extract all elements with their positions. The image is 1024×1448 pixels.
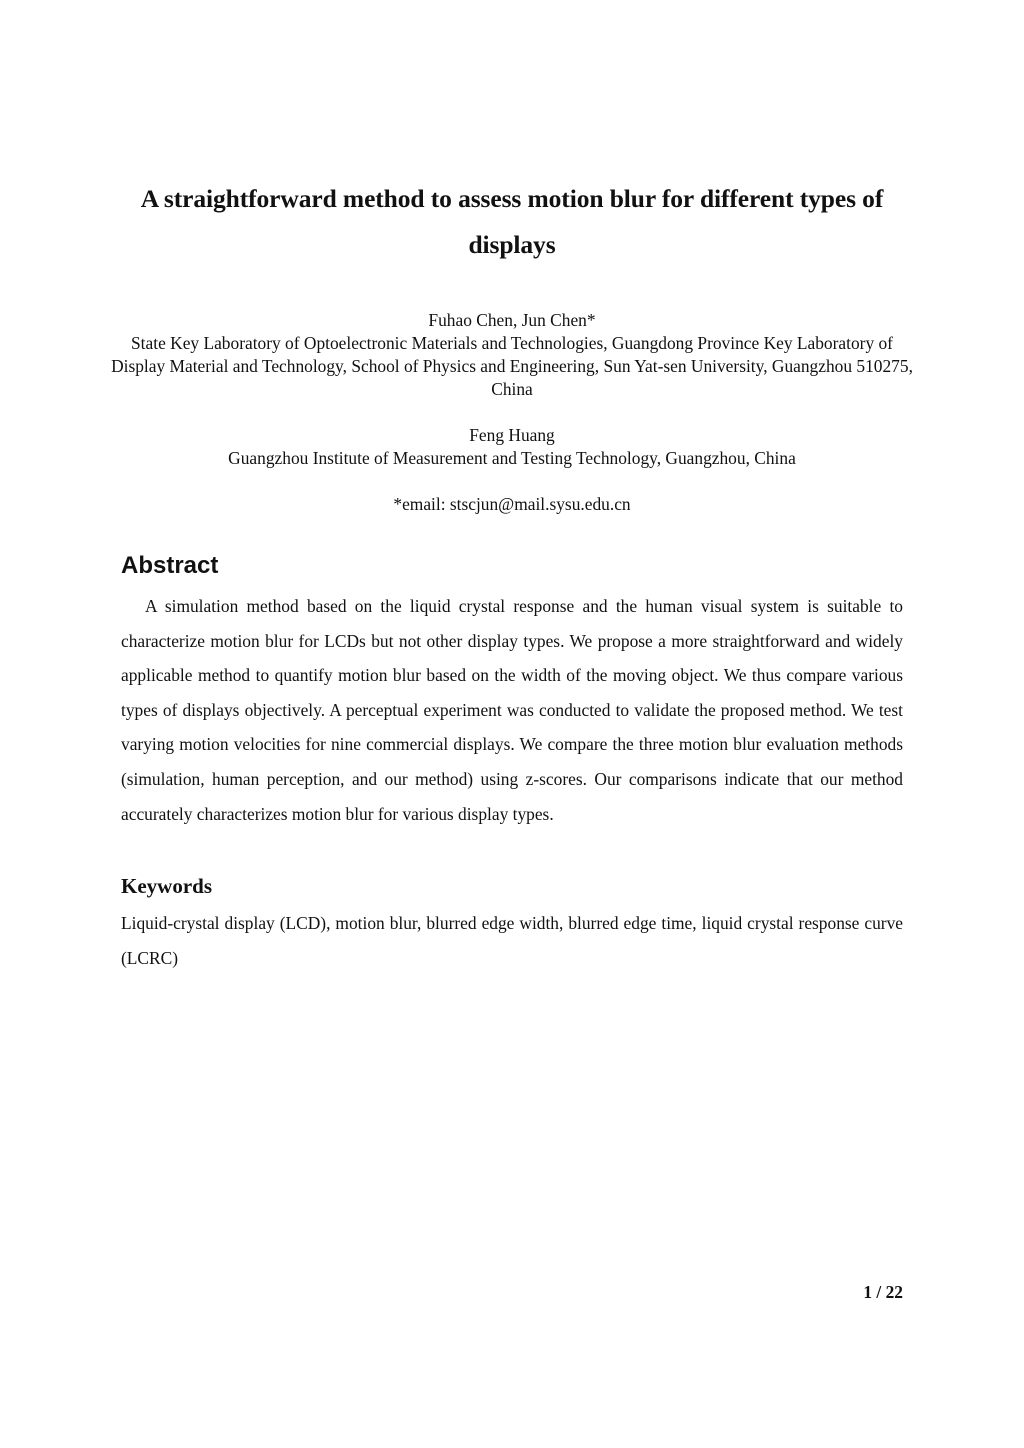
author-block-secondary — [110, 424, 914, 447]
author-names-primary: Fuhao Chen, Jun Chen* — [428, 310, 596, 330]
affiliation-secondary: Guangzhou Institute of Measurement and Testing Technology, Guangzhou, China — [228, 448, 796, 468]
keywords-heading: Keywords — [121, 874, 212, 898]
affiliation-block-secondary — [110, 447, 914, 470]
abstract-heading: Abstract — [121, 552, 219, 579]
author-block-primary — [110, 309, 914, 401]
page-number: 1 / 22 — [863, 1282, 903, 1302]
author-names-secondary: Feng Huang — [469, 425, 555, 445]
paper-title: A straightforward method to assess motion blur for different types of displays — [140, 184, 884, 259]
corresponding-email: *email: stscjun@mail.sysu.edu.cn — [393, 494, 631, 514]
abstract-text: A simulation method based on the liquid crystal response and the human visual system is suitable to characterize motion blur for LCDs but not other display types. We propose a more straightforward and widely applicable method to quantify motion blur based on the width of the moving object. We thus compare various types of displays objectively. A perceptual experiment was conducted to validate the proposed method. We test varying motion velocities for nine commercial displays. We compare the three motion blur evaluation methods (simulation, human perception, and our method) using z-scores. Our comparisons indicate that our method accurately characterizes motion blur for various display types. — [121, 596, 903, 824]
keywords-text: Liquid-crystal display (LCD), motion blur, blurred edge width, blurred edge time, liquid crystal response curve (LCRC) — [121, 913, 903, 968]
affiliation-primary: State Key Laboratory of Optoelectronic Materials and Technologies, Guangdong Province Key Laboratory of Display Material and Technology, School of Physics and Engineering, Sun Yat-sen University, Guangzhou 510275, China — [111, 333, 913, 399]
contact-block — [110, 493, 914, 516]
